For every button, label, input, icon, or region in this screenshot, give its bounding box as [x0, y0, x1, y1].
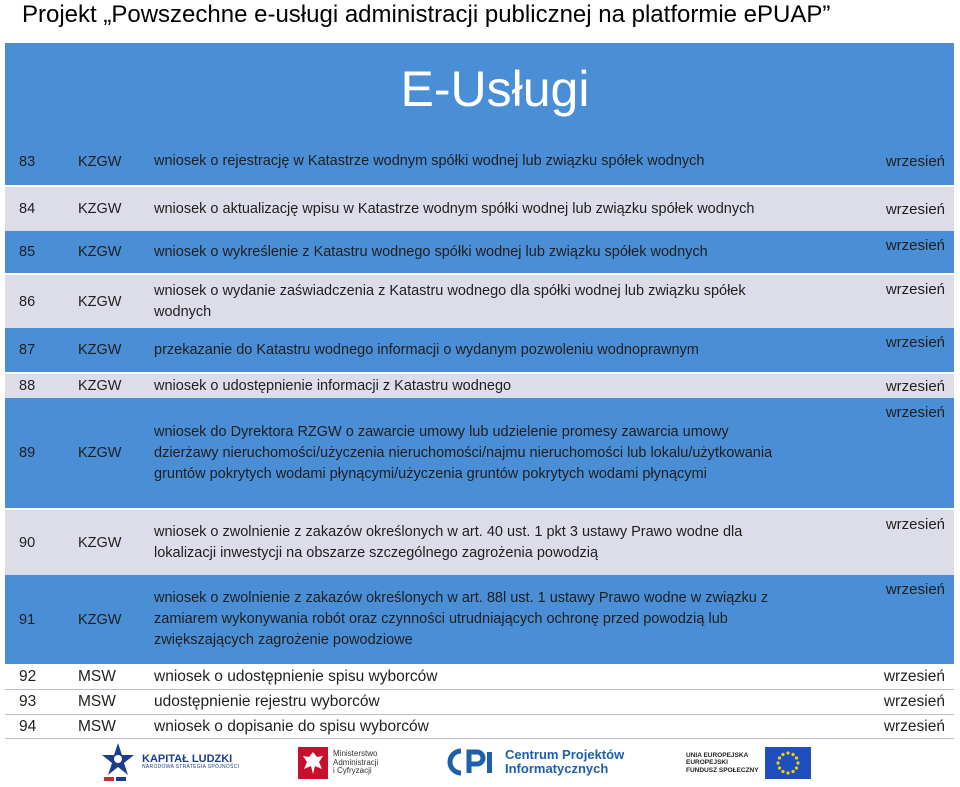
banner-title: E-Usługi — [400, 61, 590, 117]
table-row — [5, 508, 954, 575]
table-row — [5, 689, 954, 714]
row-number: 88 — [19, 378, 36, 394]
kapital-ludzki-title: KAPITAŁ LUDZKI — [142, 753, 233, 766]
title-banner — [5, 43, 954, 138]
row-number: 89 — [19, 445, 36, 461]
kapital-ludzki-icon — [100, 741, 136, 783]
row-description: wniosek o wykreślenie z Katastru wodnego spółki wodnej lub związku spółek wodnych — [154, 243, 708, 260]
ministerstwo-line2: Administracji — [333, 757, 379, 767]
cpi-icon — [447, 747, 499, 777]
row-date: wrzesień — [885, 237, 945, 254]
services-table — [5, 138, 954, 739]
row-description: wniosek o rejestrację w Katastrze wodnym spółki wodnej lub związku spółek wodnych — [154, 153, 705, 169]
table-row — [5, 273, 954, 328]
row-description: wniosek o wydanie zaświadczenia z Katastru wodnego dla spółki wodnej lub związku spółek wodnych — [154, 282, 746, 320]
row-date: wrzesień — [883, 667, 945, 685]
row-institution: KZGW — [78, 244, 122, 260]
row-number: 87 — [19, 342, 36, 358]
table-row — [5, 372, 954, 398]
row-number: 90 — [19, 534, 36, 551]
row-institution: KZGW — [78, 153, 122, 170]
cpi-line2: Informatycznych — [505, 761, 609, 776]
row-description: udostępnienie rejestru wyborców — [154, 693, 380, 710]
row-date: wrzesień — [885, 334, 945, 351]
row-institution: MSW — [78, 717, 116, 735]
table-row — [5, 328, 954, 372]
row-description: wniosek o udostępnienie spisu wyborców — [154, 667, 438, 685]
row-date: wrzesień — [885, 200, 945, 218]
row-number: 84 — [19, 201, 36, 217]
row-institution: KZGW — [78, 201, 122, 217]
row-number: 86 — [19, 293, 36, 310]
table-row — [5, 185, 954, 231]
eu-line1: UNIA EUROPEJSKA — [686, 752, 749, 760]
row-institution: MSW — [78, 693, 116, 710]
row-number: 83 — [19, 153, 36, 170]
row-number: 94 — [19, 717, 37, 735]
row-number: 93 — [19, 693, 37, 710]
row-description: wniosek do Dyrektora RZGW o zawarcie umowy lub udzielenie promesy zawarcia umowy dzierżawy nieruchomości/użyczenia nieruchomości/najmu nieruchomości lub lokalu/użytkowania gruntów pokrytych wodami płynącymi/użyczenia gruntów pokrytych wodami płynącymi — [154, 423, 773, 482]
footer-logos — [0, 735, 960, 787]
kapital-ludzki-logo — [100, 741, 239, 783]
eu-line2: EUROPEJSKI — [686, 759, 728, 767]
cpi-logo — [447, 747, 624, 777]
row-description: wniosek o dopisanie do spisu wyborców — [154, 717, 429, 735]
table-row — [5, 664, 954, 689]
row-institution: KZGW — [78, 445, 122, 461]
table-row — [5, 398, 954, 508]
eu-line3: FUNDUSZ SPOŁECZNY — [686, 766, 759, 774]
ministerstwo-logo — [298, 747, 378, 779]
row-institution: KZGW — [78, 611, 122, 628]
ministerstwo-line1: Ministerstwo — [333, 748, 378, 758]
row-number: 92 — [19, 667, 37, 685]
row-description: wniosek o zwolnienie z zakazów określonych w art. 40 ust. 1 pkt 3 ustawy Prawo wodne dla lokalizacji inwestycji na obszarze szczególnego zagrożenia powodzią — [154, 523, 743, 561]
table-row — [5, 138, 954, 185]
row-date: wrzesień — [885, 404, 945, 421]
row-description: przekazanie do Katastru wodnego informacji o wydanym pozwoleniu wodnoprawnym — [154, 341, 699, 358]
row-institution: KZGW — [78, 378, 122, 394]
table-row — [5, 231, 954, 273]
row-date: wrzesień — [885, 516, 945, 533]
row-date: wrzesień — [885, 581, 945, 598]
row-description: wniosek o udostępnienie informacji z Katastru wodnego — [154, 377, 512, 394]
row-institution: KZGW — [78, 534, 122, 551]
row-description: wniosek o zwolnienie z zakazów określonych w art. 88l ust. 1 ustawy Prawo wodne w związku z zamiarem wykonywania robót oraz czynności utrudniających ochronę przed powodzią lub zwiększających zagrożenie powodziowe — [154, 590, 769, 648]
row-date: wrzesień — [885, 153, 945, 170]
row-number: 91 — [19, 611, 36, 628]
row-date: wrzesień — [883, 717, 945, 735]
row-institution: MSW — [78, 667, 116, 685]
row-number: 85 — [19, 244, 36, 260]
row-institution: KZGW — [78, 293, 122, 310]
row-date: wrzesień — [883, 693, 945, 710]
eu-flag-icon — [765, 747, 811, 779]
cpi-line1: Centrum Projektów — [505, 746, 625, 762]
eagle-emblem-icon — [298, 747, 328, 779]
row-institution: KZGW — [78, 342, 122, 358]
row-date: wrzesień — [885, 377, 945, 395]
table-row — [5, 575, 954, 664]
row-description: wniosek o aktualizację wpisu w Katastrze wodnym spółki wodnej lub związku spółek wodnych — [154, 200, 755, 217]
row-date: wrzesień — [885, 281, 945, 298]
ministerstwo-line3: i Cyfryzacji — [333, 766, 372, 776]
kapital-ludzki-subtitle: NARODOWA STRATEGIA SPÓJNOŚCI — [142, 764, 240, 771]
eu-logo — [686, 747, 811, 779]
page-title: Projekt „Powszechne e-usługi administracji publicznej na platformie ePUAP” — [22, 1, 831, 28]
